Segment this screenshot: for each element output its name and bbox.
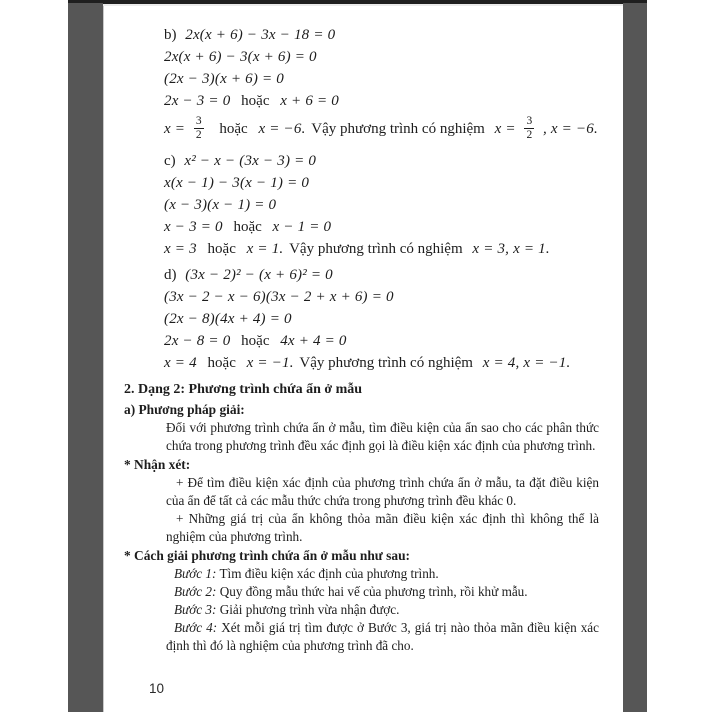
math-expression: x = −1.	[246, 355, 294, 371]
math-expression: x² − x − (3x − 3) = 0	[184, 153, 317, 169]
or-word: hoặc	[233, 219, 262, 235]
method-label: a) Phương pháp giải:	[124, 402, 245, 417]
math-expression: x(x − 1) − 3(x − 1) = 0	[164, 175, 310, 191]
math-expression: x + 6 = 0	[280, 93, 339, 109]
equation-line	[164, 194, 599, 216]
step-3	[166, 601, 599, 619]
or-word: hoặc	[207, 241, 236, 257]
or-word: hoặc	[241, 333, 270, 349]
math-expression: x − 1 = 0	[272, 219, 332, 235]
step-4-text: Xét mỗi giá trị tìm được ở Bước 3, giá trị nào thỏa mãn điều kiện xác định thì đó là nghiệm của phương trình đã cho.	[166, 620, 600, 653]
note-item-2: + Những giá trị của ẩn không thỏa mãn điều kiện xác định thì không thể là nghiệm của phương trình.	[166, 511, 599, 544]
item-label-b: b)	[164, 27, 177, 43]
math-expression: x = 4, x = −1.	[482, 355, 571, 371]
equation-line	[164, 308, 599, 330]
item-label-d: d)	[164, 267, 177, 283]
fraction-denominator: 2	[526, 129, 533, 142]
step-1-text: Tìm điều kiện xác định của phương trình.	[219, 566, 439, 581]
conclusion-text: Vậy phương trình có nghiệm	[289, 241, 463, 257]
math-expression: x =	[164, 121, 186, 137]
equation-line	[164, 330, 599, 352]
conclusion-line	[164, 352, 599, 374]
step-3-label: Bước 3:	[174, 602, 217, 617]
note-item-1: + Để tìm điều kiện xác định của phương trình chứa ẩn ở mẫu, ta đặt điều kiện của ẩn để tất cả các mẫu thức chứa trong phương trình đều khác 0.	[166, 475, 599, 508]
page-number: 10	[149, 681, 165, 696]
math-expression: (2x − 8)(4x + 4) = 0	[164, 311, 292, 327]
step-2-text: Quy đồng mẫu thức hai vế của phương trình, rồi khử mẫu.	[219, 584, 528, 599]
section-heading: 2. Dạng 2: Phương trình chứa ẩn ở mẫu	[124, 382, 363, 397]
or-word: hoặc	[219, 121, 248, 137]
fraction	[194, 115, 204, 142]
math-expression: x = 4	[164, 355, 197, 371]
math-expression: (x − 3)(x − 1) = 0	[164, 197, 277, 213]
math-expression: (3x − 2 − x − 6)(3x − 2 + x + 6) = 0	[164, 289, 394, 305]
math-expression: (3x − 2)² − (x + 6)² = 0	[185, 267, 333, 283]
solution-b	[164, 24, 599, 146]
math-expression: x = −6.	[258, 121, 306, 137]
step-1	[166, 565, 599, 583]
fraction	[524, 115, 534, 142]
book-left-edge-strip	[68, 3, 103, 712]
solution-c	[164, 150, 599, 260]
or-word: hoặc	[241, 93, 270, 109]
equation-line	[164, 150, 599, 172]
method-paragraph: Đối với phương trình chứa ẩn ở mẫu, tìm điều kiện của ẩn sao cho các phân thức chứa trong phương trình đều xác định gọi là điều kiện xác định của phương trình.	[166, 420, 599, 453]
or-word: hoặc	[207, 355, 236, 371]
equation-line	[164, 286, 599, 308]
math-expression: x = 3	[164, 241, 197, 257]
fraction-numerator: 3	[194, 115, 204, 129]
math-expression: 2x − 8 = 0	[164, 333, 231, 349]
conclusion-line	[164, 238, 599, 260]
equation-line	[164, 68, 599, 90]
document-page	[103, 6, 623, 712]
solution-d	[164, 264, 599, 374]
math-expression: 2x(x + 6) − 3x − 18 = 0	[185, 27, 336, 43]
math-expression: x = 3, x = 1.	[472, 241, 550, 257]
math-expression: x =	[494, 121, 516, 137]
conclusion-line	[164, 112, 599, 146]
conclusion-text: Vậy phương trình có nghiệm	[311, 121, 485, 137]
equation-line	[164, 264, 599, 286]
step-4	[166, 619, 599, 655]
step-1-label: Bước 1:	[174, 566, 217, 581]
step-2-label: Bước 2:	[174, 584, 217, 599]
math-expression: 4x + 4 = 0	[280, 333, 347, 349]
note-label: * Nhận xét:	[124, 457, 191, 472]
math-expression: x − 3 = 0	[164, 219, 223, 235]
equation-line	[164, 216, 599, 238]
conclusion-text: Vậy phương trình có nghiệm	[299, 355, 473, 371]
step-3-text: Giải phương trình vừa nhận được.	[219, 602, 400, 617]
equation-line	[164, 24, 599, 46]
item-label-c: c)	[164, 153, 176, 169]
math-expression: , x = −6.	[542, 121, 598, 137]
step-2	[166, 583, 599, 601]
math-expression: x = 1.	[246, 241, 284, 257]
step-4-label: Bước 4:	[174, 620, 218, 635]
math-expression: 2x − 3 = 0	[164, 93, 231, 109]
equation-line	[164, 90, 599, 112]
equation-line	[164, 46, 599, 68]
equation-line	[164, 172, 599, 194]
math-expression: (2x − 3)(x + 6) = 0	[164, 71, 284, 87]
fraction-denominator: 2	[195, 129, 202, 142]
math-expression: 2x(x + 6) − 3(x + 6) = 0	[164, 49, 317, 65]
how-to-solve-label: * Cách giải phương trình chứa ẩn ở mẫu như sau:	[124, 548, 410, 563]
book-right-edge-strip	[623, 3, 647, 712]
fraction-numerator: 3	[524, 115, 534, 129]
